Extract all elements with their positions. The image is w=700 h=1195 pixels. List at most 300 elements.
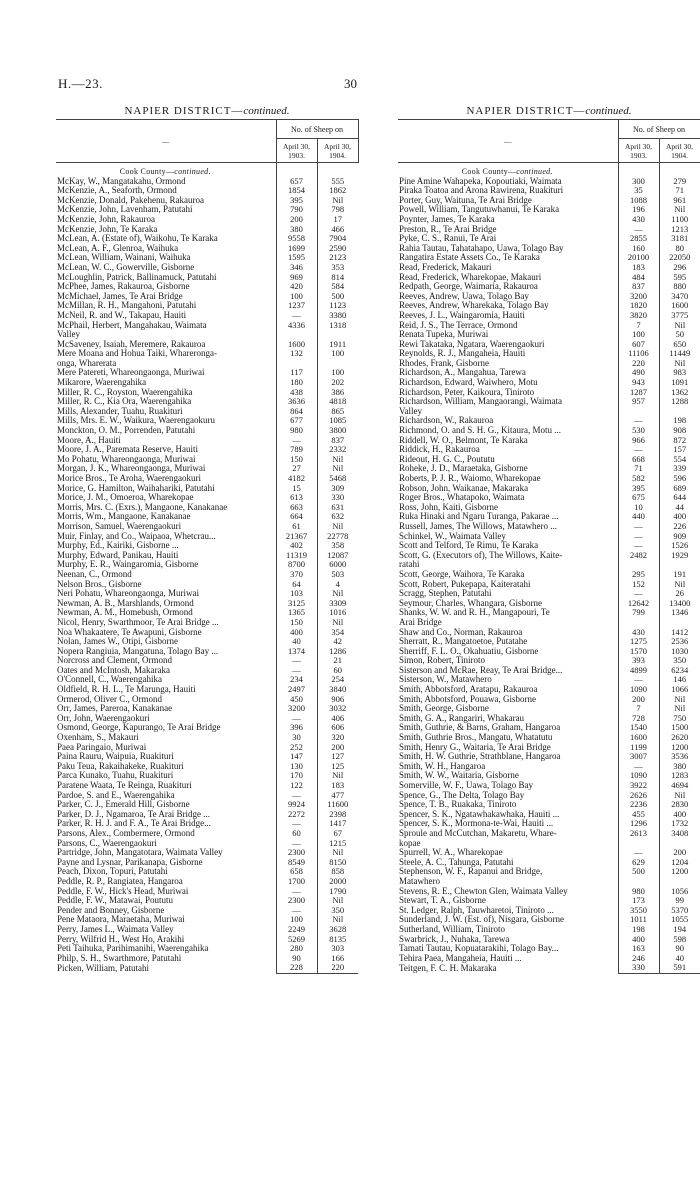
sheep-1904-cell: 3536 [659,752,700,762]
sheep-1903-cell: 1854 [276,186,317,196]
sheep-1904-cell: 406 [317,714,358,724]
table-row [398,436,700,446]
owner-cell: Rideout, H. G. C., Poututu [399,454,495,464]
owner-cell: Roberts, P. J. R., Waiomo, Wharekopae [399,474,541,483]
sheep-1904-cell: 1213 [659,225,700,235]
owner-cell: Pyke, C. S., Ranui, Te Arai [399,234,497,244]
table-row [56,359,358,369]
owner-cell: Steele, A. C., Tahunga, Patutahi [399,857,514,867]
table-row [398,464,700,474]
table-row [398,618,700,628]
owner-cell: Reid, J. S., The Terrace, Ormond [399,320,518,330]
sheep-1904-cell: 125 [317,762,358,772]
owner-cell: Mills, Mrs. E. W., Waikura, Waerengaokuru [57,416,215,426]
sheep-1904-cell: 584 [317,282,358,292]
table-row [56,791,358,801]
sheep-1903-cell: 200 [618,695,659,705]
sheep-1903-cell: 1090 [618,685,659,695]
sheep-1904-cell: 3775 [659,311,700,321]
sheep-1903-cell: 1595 [276,253,317,263]
table-row [398,906,700,916]
sheep-1903-cell: 147 [276,752,317,762]
right-column [398,103,700,974]
table-row [56,263,358,273]
sheep-1904-cell: 400 [659,810,700,820]
sheep-1904-cell: 386 [317,388,358,398]
page-number: 30 [344,76,357,91]
sheep-1904-cell: 157 [659,445,700,455]
sheep-1904-cell: 296 [659,263,700,273]
sheep-1903-cell: 90 [276,954,317,964]
table-row [56,397,358,407]
owner-cell: Parker, R. H. J. and F. A., Te Arai Bridge... [57,819,211,829]
sheep-1903-cell: 396 [276,723,317,733]
sheep-1903-cell: 198 [618,925,659,935]
table-row [398,378,700,388]
sheep-1904-cell: 1417 [317,819,358,829]
owner-cell: Sproule and McCutchan, Makaretu, Whare- [399,828,557,838]
owner-cell: Poynter, James, Te Karaka [399,214,495,224]
table-row [398,628,700,638]
sheep-1903-cell [618,407,659,417]
county-continued: continued. [174,167,211,176]
table-row [398,301,700,311]
district-title: NAPIER DISTRICT— [466,105,586,117]
sheep-1904-cell: Nil [317,848,358,858]
sheep-1904-cell: 6000 [317,560,358,570]
sheep-1903-cell: 346 [276,263,317,273]
sheep-1903-cell: 582 [618,474,659,484]
table-row [56,177,358,187]
owner-cell: Murphy, Ed., Kairiki, Gisborne ... [57,541,179,551]
table-row [56,493,358,503]
table-row [398,848,700,858]
sheep-1904-cell: Nil [317,464,358,474]
sheep-1903-cell: — [276,656,317,666]
sheep-1904-cell: 1600 [659,301,700,311]
sheep-1903-cell: — [618,589,659,599]
sheep-1904-cell: 200 [659,848,700,858]
owner-cell: Sunderland, J. W. (Est. of), Nisgara, Gisborne [399,915,564,925]
owner-cell: Stephenson, W. F., Rapanui and Bridge, [399,867,543,877]
sheep-1903-cell: 980 [618,887,659,897]
sheep-1904-cell: 1066 [659,685,700,695]
sheep-1903-cell [618,877,659,887]
sheep-1904-cell [659,877,700,887]
sheep-1903-cell: 3125 [276,599,317,609]
district-continued: continued. [243,105,290,117]
table-row [56,464,358,474]
sheep-1904-cell: 22050 [659,253,700,263]
year-1904-header: April 30, 1904. [659,139,700,163]
sheep-1903-cell: 60 [276,829,317,839]
owner-cell: Noa Whakaatere, Te Awapuni, Gisborne [57,627,202,637]
table-row [56,484,358,494]
owner-cell: Sisterson and McRae, Reay, Te Arai Bridge... [399,665,563,675]
sheep-1903-cell: 380 [276,225,317,235]
sheep-1903-cell: 966 [618,436,659,446]
owner-cell: Peti Taihuka, Parihimanihi, Waerengahika [57,944,209,954]
sheep-1903-cell: 100 [618,330,659,340]
sheep-1903-cell: 490 [618,368,659,378]
sheep-1904-cell: 400 [659,512,700,522]
owner-cell: Norcross and Clement, Ormond [57,656,172,666]
sheep-1904-cell: 60 [317,666,358,676]
sheep-1903-cell: 1570 [618,647,659,657]
sheep-1903-cell: 799 [618,608,659,618]
sheep-1904-cell: Nil [317,896,358,906]
owner-cell: Moore, A., Hauiti [57,435,121,445]
sheep-1904-cell: 339 [659,464,700,474]
owner-cell: Morice, J. M., Omoeroa, Wharekopae [57,493,194,503]
sheep-1904-cell: 1200 [659,743,700,753]
sheep-1903-cell: — [276,666,317,676]
owner-cell: Tamati Tautau, Kopuatarakihi, Tolago Bay... [399,944,559,954]
sheep-1904-cell: 837 [317,436,358,446]
sheep-1903-cell: 2855 [618,234,659,244]
sheep-1904-cell: 303 [317,944,358,954]
sheep-1904-cell: 2620 [659,733,700,743]
sheep-1904-cell: 254 [317,675,358,685]
sheep-table-right [398,119,700,974]
owner-cell: Paina Rauru, Waipuia, Ruakituri [57,752,174,762]
owner-cell: Payne and Lysnar, Parikanapa, Gisborne [57,857,203,867]
table-row [398,829,700,839]
owner-cell: McKenzie, John, Rakauroa [57,214,155,224]
table-row [56,503,358,513]
owner-cell: Morgan, J. K., Whareongaonga, Muriwai [57,464,206,474]
table-row [56,800,358,810]
sheep-1903-cell: 1011 [618,915,659,925]
sheep-1904-cell: Nil [659,359,700,369]
sheep-1903-cell [618,618,659,628]
sheep-1903-cell: 864 [276,407,317,417]
table-row [398,253,700,263]
owner-cell: Peach, Dixon, Topuri, Patutahi [57,867,168,877]
sheep-1903-cell: 1199 [618,743,659,753]
sheep-1903-cell: 21367 [276,532,317,542]
table-row [56,628,358,638]
table-row [56,560,358,570]
sheep-1903-cell: — [276,819,317,829]
sheep-1903-cell: 228 [276,963,317,973]
sheep-1904-cell: 191 [659,570,700,580]
sheep-1903-cell: — [276,436,317,446]
table-row [398,244,700,254]
sheep-1904-cell: Nil [659,704,700,714]
sheep-count-header: No. of Sheep on [276,120,358,139]
owner-cell: Smith, Guthrie Bros., Mangatu, Whatatutu [399,733,553,743]
sheep-1904-cell: 1288 [659,397,700,407]
sheep-1903-cell: 1700 [276,877,317,887]
owner-cell: Orr, James, Pareroa, Kanakanae [57,704,173,714]
sheep-1904-cell: Nil [659,695,700,705]
table-row [398,743,700,753]
table-row [398,407,700,417]
sheep-1903-cell: 629 [618,858,659,868]
sheep-1904-cell: 650 [659,340,700,350]
table-row [398,282,700,292]
owner-cell: McLoughlin, Patrick, Ballinamuck, Patutahi [57,272,217,282]
table-row [398,935,700,945]
left-column [56,103,358,974]
owner-cell: Spencer, S. K., Mormona-te-Wai, Hauiti ... [399,819,554,829]
table-row [398,503,700,513]
sheep-1904-cell: 8135 [317,935,358,945]
owner-cell: Orr, John, Waerengaokuri [57,713,150,723]
owner-cell: Ruka Hinaki and Ngaru Turanga, Pakarae ... [399,512,559,522]
table-row [398,177,700,187]
sheep-1904-cell: 50 [659,330,700,340]
owner-cell: Partridge, John, Mangatotara, Waimata Valley [57,848,223,858]
owner-cell: Morrison, Samuel, Waerengaokuri [57,521,182,531]
table-row [398,704,700,714]
county-label: Cook County— [461,167,517,176]
sheep-1904-cell: 477 [317,791,358,801]
sheep-1904-cell: 2332 [317,445,358,455]
table-row [56,781,358,791]
owner-cell: Parsons, C., Waerengaokuri [57,838,157,848]
owner-cell: Smith, G. A., Rangariri, Whakarau [399,713,525,723]
sheep-1903-cell: 61 [276,522,317,532]
county-row [398,163,700,177]
owner-cell: Newman, A. M., Homebush, Ormond [57,608,193,618]
sheep-1903-cell: 2497 [276,685,317,695]
table-row [398,493,700,503]
table-row [56,819,358,829]
sheep-1903-cell: 607 [618,340,659,350]
sheep-1904-cell: 1362 [659,388,700,398]
table-row [56,205,358,215]
table-row [56,388,358,398]
table-row [398,186,700,196]
owner-cell: Parker, C. J., Emerald Hill, Gisborne [57,800,190,810]
table-row [56,570,358,580]
sheep-1903-cell: 4182 [276,474,317,484]
sheep-1904-cell: 194 [659,925,700,935]
sheep-1903-cell: 430 [618,628,659,638]
sheep-1903-cell: 5269 [276,935,317,945]
table-row [398,560,700,570]
sheep-1903-cell: 246 [618,954,659,964]
sheep-1903-cell: 8700 [276,560,317,570]
table-row [56,887,358,897]
sheep-1904-cell: 750 [659,714,700,724]
column-title [56,103,358,119]
sheep-1904-cell: Nil [317,522,358,532]
sheep-1903-cell: 677 [276,416,317,426]
table-row [398,637,700,647]
sheep-1904-cell: 858 [317,867,358,877]
table-row [56,436,358,446]
sheep-1903-cell: 173 [618,896,659,906]
table-row [56,925,358,935]
sheep-1904-cell: 3628 [317,925,358,935]
owner-cell: Read, Frederick, Wharekopae, Makauri [399,272,542,282]
sheep-1904-cell: 1526 [659,541,700,551]
county-row [56,163,358,177]
table-row [56,225,358,235]
owner-cell: Arai Bridge [399,617,442,627]
sheep-1904-cell: 1200 [659,867,700,877]
table-row [398,512,700,522]
table-row [56,311,358,321]
owner-cell: Mo Pohatu, Whareongaonga, Muriwai [57,454,196,464]
table-row [398,752,700,762]
sheep-1904-cell: 906 [317,695,358,705]
sheep-1903-cell: 2482 [618,551,659,561]
owner-cell: Richmond, O. and S. H. G., Kitaura, Motu ... [399,426,561,436]
county-label: Cook County— [119,167,175,176]
owner-cell: Richardson, Peter, Kaikoura, Tiniroto [399,387,535,397]
sheep-1904-cell: 1030 [659,647,700,657]
sheep-1903-cell: 30 [276,733,317,743]
table-row [56,877,358,887]
table-row [398,858,700,868]
sheep-1904-cell: 631 [317,503,358,513]
owner-cell: Valley [399,406,422,416]
sheep-1903-cell: 130 [276,762,317,772]
sheep-1903-cell: 12642 [618,599,659,609]
sheep-1903-cell: 2236 [618,800,659,810]
sheep-1904-cell: 4818 [317,397,358,407]
table-row [398,359,700,369]
owner-cell: O'Connell, C., Waerengahika [57,675,162,685]
sheep-1904-cell: 200 [317,743,358,753]
sheep-1904-cell: 2123 [317,253,358,263]
owner-cell: Nicol, Henry, Swarthmoor, Te Arai Bridge ... [57,617,219,627]
table-row [56,474,358,484]
sheep-1904-cell: Nil [659,791,700,801]
sheep-1904-cell: 1318 [317,321,358,331]
owner-cell: Sisterson, W., Matawhero [399,675,492,685]
owner-cell: Parca Kunako, Tuahu, Ruakituri [57,771,174,781]
sheep-1903-cell [618,560,659,570]
table-row [398,474,700,484]
owner-cell: Morris, Wm., Mangaone, Kanakanae [57,512,191,522]
table-row [398,867,700,877]
column-title [398,103,700,119]
owner-cell: Peddle, F. W., Hick's Head, Muriwai [57,886,189,896]
table-row [56,368,358,378]
table-row [56,340,358,350]
table-row [56,330,358,340]
sheep-1903-cell: 402 [276,541,317,551]
sheep-1903-cell: 370 [276,570,317,580]
owner-cell: Pene Mataora, Maraetaha, Muriwai [57,915,185,925]
table-row [398,647,700,657]
sheep-1903-cell: 484 [618,273,659,283]
table-row [56,656,358,666]
table-row [56,349,358,359]
sheep-1903-cell: 196 [618,205,659,215]
sheep-1903-cell: — [618,541,659,551]
sheep-1903-cell: 957 [618,397,659,407]
owner-cell: Preston, R., Te Arai Bridge [399,224,497,234]
owner-cell: McMillan, R. H., Mangahoni, Patutahi [57,301,197,311]
sheep-1904-cell: 166 [317,954,358,964]
sheep-1904-cell: 466 [317,225,358,235]
sheep-1903-cell [618,839,659,849]
owner-cell: Philp, S. H., Swarthmore, Patutahi [57,953,182,963]
table-row [56,273,358,283]
sheep-1903-cell: 613 [276,493,317,503]
sheep-1903-cell: 10 [618,503,659,513]
sheep-1904-cell: 1911 [317,340,358,350]
owner-cell: Smith, Abbotsford, Pouawa, Gisborne [399,694,536,704]
table-row [398,685,700,695]
sheep-1903-cell: 530 [618,426,659,436]
sheep-1903-cell: 27 [276,464,317,474]
sheep-1903-cell: 152 [618,580,659,590]
owner-cell: Osmond, George, Kapurango, Te Arai Bridge [57,723,221,733]
table-row [56,618,358,628]
sheep-1903-cell: 438 [276,388,317,398]
owner-cell: Sherratt, R., Mangatoetoe, Putatahe [399,637,528,647]
owner-cell: Stevens, R. E., Chewton Glen, Waimata Valley [399,886,568,896]
table-row [56,637,358,647]
table-row [398,810,700,820]
table-row [56,752,358,762]
owner-cell: Scott and Telford, Te Rimu, Te Karaka [399,541,539,551]
table-row [398,723,700,733]
sheep-1904-cell: 100 [317,368,358,378]
table-row [56,426,358,436]
owner-cell: Renata Tupeka, Muriwai [399,330,489,340]
sheep-1904-cell: 320 [317,733,358,743]
sheep-1904-cell: 554 [659,455,700,465]
table-row [398,426,700,436]
sheep-1904-cell: 1100 [659,215,700,225]
sheep-1904-cell: 226 [659,522,700,532]
table-row [398,791,700,801]
table-row [398,580,700,590]
sheep-1904-cell: 1283 [659,771,700,781]
sheep-1903-cell: 657 [276,177,317,187]
owner-cell: McPhee, James, Rakauroa, Gisborne [57,282,190,292]
table-row [56,445,358,455]
sheep-table-left [56,119,359,974]
name-header: — [398,120,618,163]
sheep-1904-cell: 1500 [659,723,700,733]
owner-cell: Mere Patereti, Whareongaonga, Muriwai [57,368,205,378]
sheep-1904-cell: 358 [317,541,358,551]
sheep-1904-cell: 1016 [317,608,358,618]
sheep-1904-cell: 880 [659,282,700,292]
sheep-1904-cell: 90 [659,944,700,954]
owner-cell: Richardson, W., Rakauroa [399,416,494,426]
sheep-1903-cell: 170 [276,771,317,781]
sheep-1903-cell: 180 [276,378,317,388]
table-row [398,532,700,542]
table-row [56,608,358,618]
sheep-1904-cell: 3800 [317,426,358,436]
owner-cell: Robson, John, Waikanae, Makaraka [399,483,529,493]
sheep-1904-cell: 22778 [317,532,358,542]
table-row [398,340,700,350]
table-row [398,589,700,599]
sheep-1903-cell: 1365 [276,608,317,618]
owner-cell: Matawhero [399,876,440,886]
table-row [56,963,358,973]
owner-cell: Spencer, S. K., Ngatawhakawhaka, Hauiti ... [399,809,560,819]
table-row [56,915,358,925]
table-row [56,196,358,206]
owner-cell: Morris, Mrs. C. (Exrs.), Mangaone, Kanakanae [57,502,228,512]
sheep-1903-cell: 8549 [276,858,317,868]
sheep-1903-cell: 117 [276,368,317,378]
sheep-1903-cell: 71 [618,464,659,474]
